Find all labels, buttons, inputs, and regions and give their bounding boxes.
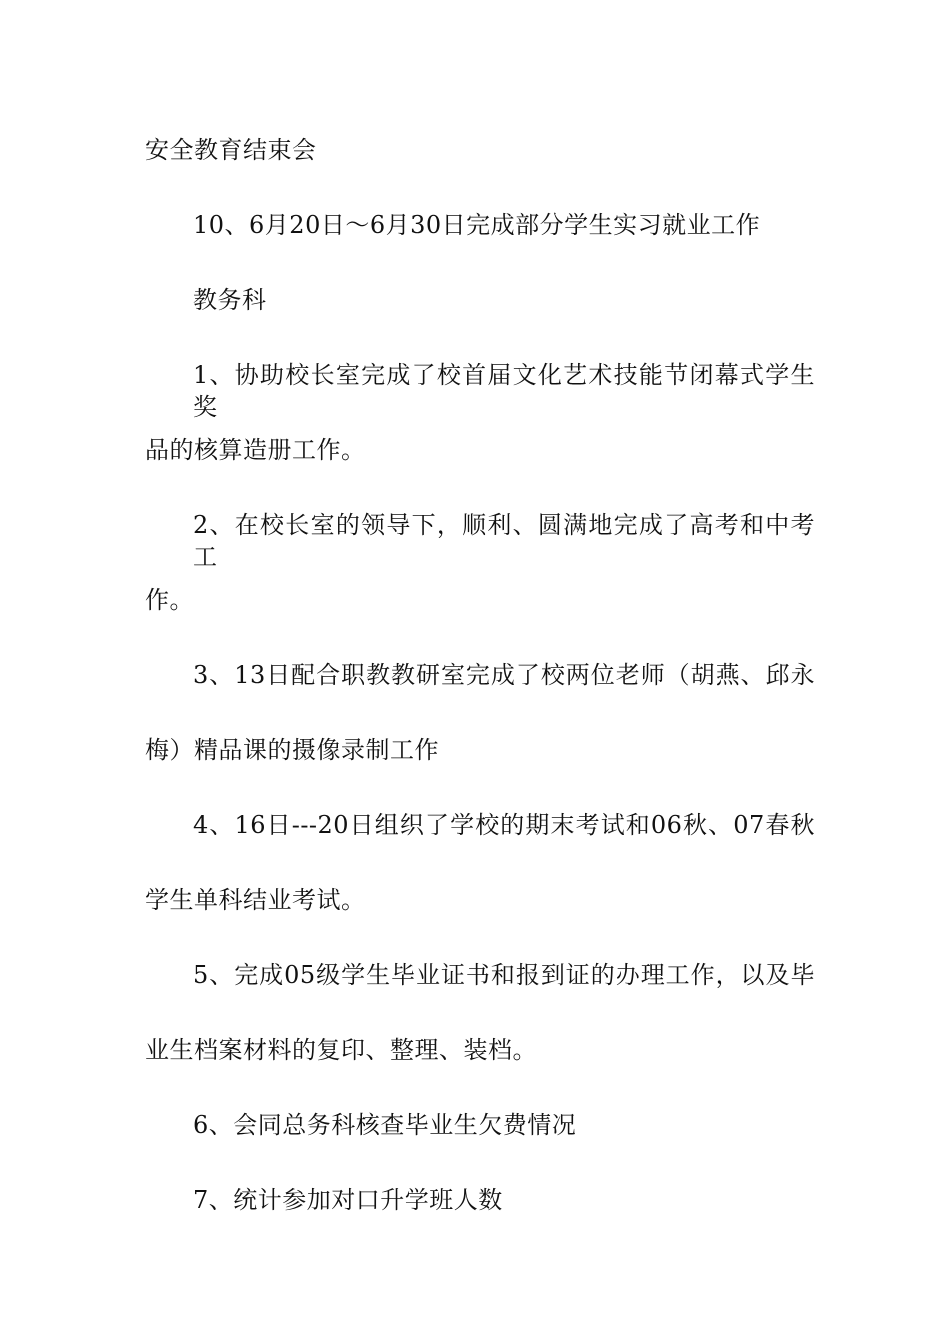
text-line-2: 10、6月20日～6月30日完成部分学生实习就业工作 [193,211,761,239]
text-line-15: 7、统计参加对口升学班人数 [193,1186,503,1214]
text-line-11: 学生单科结业考试。 [145,886,366,914]
text-line-1: 安全教育结束会 [145,136,317,164]
text-line-4: 1、协助校长室完成了校首届文化艺术技能节闭幕式学生奖 [193,361,815,421]
text-line-13: 业生档案材料的复印、整理、装档。 [145,1036,537,1064]
section-heading: 教务科 [193,286,267,314]
text-line-12: 5、完成05级学生毕业证书和报到证的办理工作，以及毕 [193,961,815,989]
text-line-5: 品的核算造册工作。 [145,436,366,464]
text-line-10: 4、16日---20日组织了学校的期末考试和06秋、07春秋 [193,811,815,839]
text-line-7: 作。 [145,586,194,614]
text-line-9: 梅）精品课的摄像录制工作 [145,736,439,764]
text-line-6: 2、在校长室的领导下，顺利、圆满地完成了高考和中考工 [193,511,815,571]
text-line-8: 3、13日配合职教教研室完成了校两位老师（胡燕、邱永 [193,661,815,689]
text-line-14: 6、会同总务科核查毕业生欠费情况 [193,1111,577,1139]
